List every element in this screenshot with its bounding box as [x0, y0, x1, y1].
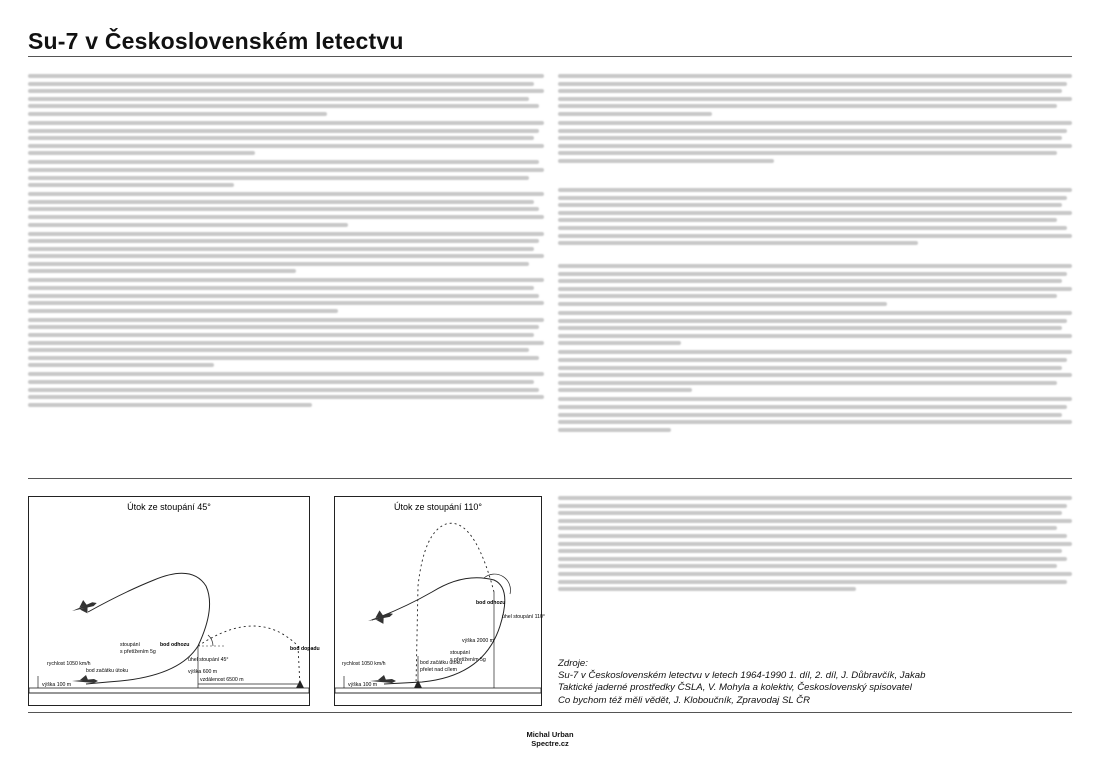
paragraph [28, 121, 544, 155]
svg-text:úhel stoupání 45°: úhel stoupání 45° [188, 657, 229, 663]
diagram-frame [335, 497, 542, 706]
text-column-left [28, 74, 544, 412]
diagram-title: Útok ze stoupání 110° [394, 502, 482, 512]
paragraph [558, 311, 1072, 345]
sources-block [558, 658, 925, 707]
svg-text:úhel stoupání 110°: úhel stoupání 110° [502, 614, 545, 620]
svg-text:rychlost 1050 km/h: rychlost 1050 km/h [342, 661, 386, 667]
source-line: Co bychom též měli vědět, J. Kloboučník, Zpravodaj SL ČR [558, 694, 811, 706]
svg-text:výška 600 m: výška 600 m [188, 669, 218, 675]
svg-text:s přetížením 5g: s přetížením 5g [120, 649, 156, 655]
text-column-diagram-notes [558, 496, 1072, 596]
paragraph [28, 372, 544, 406]
source-line: Su-7 v Československém letectvu v letech 1964-1990 1. díl, 2. díl, J. Důbravčík, Jakab [558, 670, 926, 682]
diagram-attack-110 [334, 496, 545, 706]
footer [0, 730, 1100, 748]
svg-text:stoupání: stoupání [450, 650, 470, 656]
footer-author: Michal Urban [526, 730, 574, 739]
sources-heading: Zdroje: [558, 658, 588, 669]
paragraph [558, 74, 1072, 116]
footer-rule [28, 712, 1072, 713]
svg-text:vzdálenost 6500 m: vzdálenost 6500 m [200, 677, 244, 683]
svg-text:bod odhozu: bod odhozu [476, 600, 506, 606]
svg-text:stoupání: stoupání [120, 642, 140, 648]
paragraph [558, 264, 1072, 306]
paragraph [558, 397, 1072, 431]
ground [29, 688, 309, 693]
svg-text:bod odhozu: bod odhozu [160, 642, 190, 648]
diagram-title: Útok ze stoupání 45° [127, 502, 211, 512]
paragraph [28, 318, 544, 368]
svg-text:bod dopadu: bod dopadu [290, 646, 320, 652]
paragraph [558, 350, 1072, 392]
svg-text:bod začátku útoku: bod začátku útoku [86, 668, 129, 674]
page-title: Su-7 v Československém letectvu [28, 28, 404, 54]
svg-text:výška 100 m: výška 100 m [42, 682, 72, 688]
svg-text:výška 2000 m: výška 2000 m [462, 638, 495, 644]
svg-text:bod začátku útoku: bod začátku útoku [420, 660, 463, 666]
svg-text:výška 100 m: výška 100 m [348, 682, 378, 688]
svg-text:rychlost 1050 km/h: rychlost 1050 km/h [47, 661, 91, 667]
svg-text:s přetížením 5g: s přetížením 5g [450, 657, 486, 663]
title-rule [28, 56, 1072, 57]
paragraph [558, 188, 1072, 245]
paragraph [558, 496, 1072, 591]
source-line: Taktické jaderné prostředky ČSLA, V. Mohyla a kolektiv, Československý spisovatel [558, 682, 912, 694]
text-column-right [558, 74, 1072, 437]
paragraph [28, 278, 544, 312]
svg-text:přelet nad cílem: přelet nad cílem [420, 667, 457, 673]
section-rule [28, 478, 1072, 479]
paragraph [28, 74, 544, 116]
paragraph [28, 192, 544, 226]
ground [335, 688, 541, 693]
footer-site: Spectre.cz [531, 739, 569, 748]
diagram-frame [29, 497, 310, 706]
paragraph [558, 121, 1072, 163]
paragraph [28, 160, 544, 187]
paragraph [28, 232, 544, 274]
diagram-attack-45 [28, 496, 320, 706]
